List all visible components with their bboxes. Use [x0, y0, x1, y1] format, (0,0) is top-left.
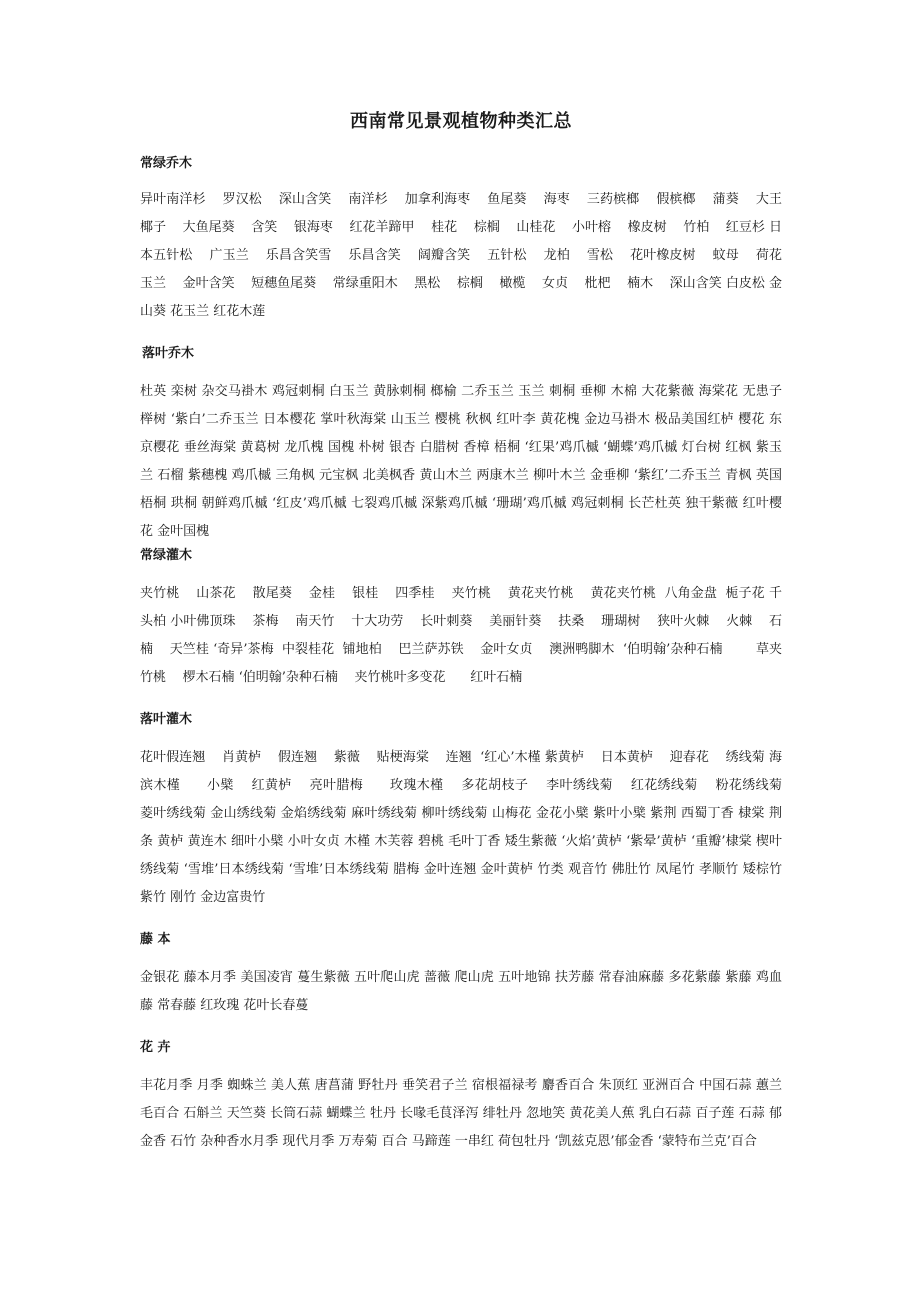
section-evergreen-trees	[140, 154, 782, 326]
section-body: 丰花月季 月季 蜘蛛兰 美人蕉 唐菖蒲 野牡丹 垂笑君子兰 宿根福禄考 麝香百合 朱顶红 亚洲百合 中国石蒜 蕙兰 毛百合 石斛兰 天竺葵 长筒石蒜 蝴蝶兰 牡丹 长喙毛茛泽泻 绯牡丹 忽地笑 黄花美人蕉 乳白石蒜 百子莲 石蒜 郁金香 石竹 杂种香水月季 现代月季 万寿菊 百合 马蹄莲 一串红 荷包牡丹 ‘凯兹克恩’郁金香 ‘蒙特布兰克’百合	[140, 1078, 787, 1149]
section-evergreen-shrubs	[140, 546, 782, 692]
section-heading: 常绿乔木	[140, 156, 193, 171]
section-flowers	[140, 1038, 787, 1156]
section-body: 夹竹桃 山茶花 散尾葵 金桂 银桂 四季桂 夹竹桃 黄花夹竹桃 黄花夹竹桃 八角金盘 栀子花 千头柏 小叶佛顶珠 茶梅 南天竹 十大功劳 长叶刺葵 美丽针葵 扶桑 珊瑚树 狭叶火棘 火棘 石楠 天竺桂 ‘奇异’茶梅 中裂桂花 铺地柏 巴兰萨苏铁 金叶女贞 澳洲鸭脚木 ‘伯明翰’杂种石楠 草夹竹桃 椤木石楠 ‘伯明翰’杂种石楠 夹竹桃叶多变花 红叶石楠	[140, 586, 782, 685]
section-body: 异叶南洋杉 罗汉松 深山含笑 南洋杉 加拿利海枣 鱼尾葵 海枣 三药槟榔 假槟榔 蒲葵 大王椰子 大鱼尾葵 含笑 银海枣 红花羊蹄甲 桂花 棕榈 山桂花 小叶榕 橡皮树 竹柏 红豆杉 日本五针松 广玉兰 乐昌含笑雪 乐昌含笑 阔瓣含笑 五针松 龙柏 雪松 花叶橡皮树 蚊母 荷花玉兰 金叶含笑 短穗鱼尾葵 常绿重阳木 黑松 棕榈 橄榄 女贞 枇杷 楠木 深山含笑 白皮松 金山葵 花玉兰 红花木莲	[140, 192, 782, 319]
section-vines	[140, 930, 782, 1020]
page-title: 西南常见景观植物种类汇总	[350, 111, 572, 132]
section-heading: 落叶灌木	[140, 712, 193, 727]
section-body: 杜英 栾树 杂交马褂木 鸡冠刺桐 白玉兰 黄脉刺桐 榔榆 二乔玉兰 玉兰 刺桐 垂柳 木棉 大花紫薇 海棠花 无患子 榉树 ‘紫白’二乔玉兰 日本樱花 掌叶秋海棠 山玉兰 樱桃 秋枫 红叶李 黄花槐 金边马褂木 极品美国红栌 樱花 东京樱花 垂丝海棠 黄葛树 龙爪槐 国槐 朴树 银杏 白腊树 香樟 梧桐 ‘红果’鸡爪槭 ‘蝴蝶’鸡爪槭 灯台树 红枫 紫玉兰 石榴 紫穗槐 鸡爪槭 三角枫 元宝枫 北美枫香 黄山木兰 两康木兰 柳叶木兰 金垂柳 ‘紫红’二乔玉兰 青枫 英国梧桐 珙桐 朝鲜鸡爪槭 ‘红皮’鸡爪槭 七裂鸡爪槭 深紫鸡爪槭 ‘珊瑚’鸡爪槭 鸡冠刺桐 长芒杜英 独干紫薇 红叶樱花 金叶国槐	[140, 384, 787, 539]
section-heading: 藤 本	[140, 932, 171, 947]
section-heading: 常绿灌木	[140, 548, 193, 563]
document-page	[140, 110, 799, 1174]
section-deciduous-trees	[140, 344, 787, 546]
section-heading: 花 卉	[140, 1040, 171, 1055]
section-body: 花叶假连翘 肖黄栌 假连翘 紫薇 贴梗海棠 连翘 ‘红心’木槿 紫黄栌 日本黄栌 迎春花 绣线菊 海滨木槿 小檗 红黄栌 亮叶腊梅 玫瑰木槿 多花胡枝子 李叶绣线菊 红花绣线菊 粉花绣线菊 菱叶绣线菊 金山绣线菊 金焰绣线菊 麻叶绣线菊 柳叶绣线菊 山梅花 金花小檗 紫叶小檗 紫荆 西蜀丁香 棣棠 荆条 黄栌 黄连木 细叶小檗 小叶女贞 木槿 木芙蓉 碧桃 毛叶丁香 矮生紫薇 ‘火焰’黄栌 ‘紫晕’黄栌 ‘重瓣’棣棠 楔叶绣线菊 ‘雪堆’日本绣线菊 ‘雪堆’日本绣线菊 腊梅 金叶连翘 金叶黄栌 竹类 观音竹 佛肚竹 凤尾竹 孝顺竹 矮棕竹 紫竹 刚竹 金边富贵竹	[140, 750, 799, 905]
section-body: 金银花 藤本月季 美国凌宵 蔓生紫薇 五叶爬山虎 蔷薇 爬山虎 五叶地锦 扶芳藤 常春油麻藤 多花紫藤 紫藤 鸡血藤 常春藤 红玫瑰 花叶长春蔓	[140, 970, 782, 1013]
section-deciduous-shrubs	[140, 710, 799, 912]
section-heading: 落叶乔木	[142, 346, 195, 361]
